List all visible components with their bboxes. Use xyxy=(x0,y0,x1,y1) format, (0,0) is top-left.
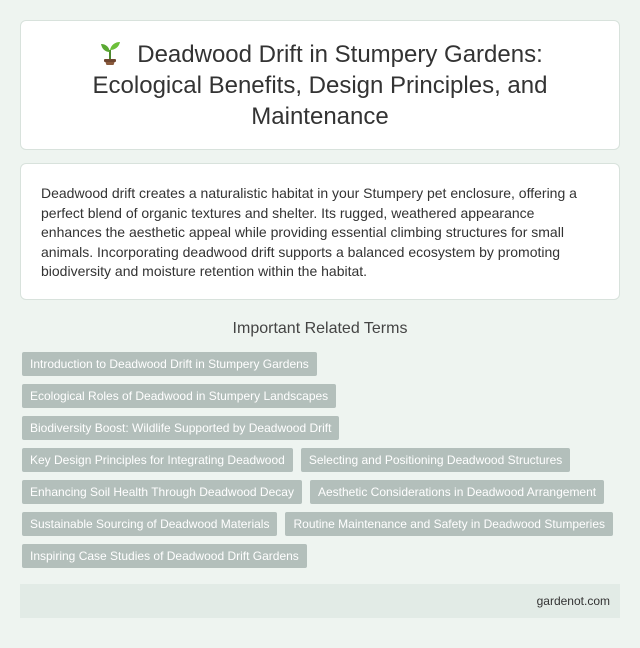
footer xyxy=(20,584,620,618)
related-term-tag[interactable]: Enhancing Soil Health Through Deadwood Decay xyxy=(22,480,302,504)
related-term-tag[interactable]: Ecological Roles of Deadwood in Stumpery Landscapes xyxy=(22,384,336,408)
related-term-tag[interactable]: Sustainable Sourcing of Deadwood Materials xyxy=(22,512,277,536)
related-term-tag[interactable]: Selecting and Positioning Deadwood Structures xyxy=(301,448,571,472)
footer-site[interactable]: gardenot.com xyxy=(536,594,610,608)
title-card xyxy=(20,20,620,150)
seedling-icon xyxy=(97,39,123,65)
related-terms-heading: Important Related Terms xyxy=(232,320,408,337)
related-term-tag[interactable]: Inspiring Case Studies of Deadwood Drift Gardens xyxy=(22,544,307,568)
page-title xyxy=(61,39,579,132)
related-term-tag[interactable]: Routine Maintenance and Safety in Deadwood Stumperies xyxy=(285,512,613,536)
related-term-tag[interactable]: Aesthetic Considerations in Deadwood Arrangement xyxy=(310,480,604,504)
description-text: Deadwood drift creates a naturalistic habitat in your Stumpery pet enclosure, offering a perfect blend of organic textures and shelter. Its rugged, weathered appearance enhances the aesthetic appeal while providing essential climbing structures for small animals. Incorporating deadwood drift supports a balanced ecosystem by promoting biodiversity and moisture retention within the habitat. xyxy=(41,185,577,279)
related-term-tag[interactable]: Key Design Principles for Integrating Deadwood xyxy=(22,448,293,472)
description-card xyxy=(20,163,620,300)
related-terms-list xyxy=(22,352,618,568)
related-term-tag[interactable]: Biodiversity Boost: Wildlife Supported by Deadwood Drift xyxy=(22,416,339,440)
related-term-tag[interactable]: Introduction to Deadwood Drift in Stumpery Gardens xyxy=(22,352,317,376)
page-title-text: Deadwood Drift in Stumpery Gardens: Ecological Benefits, Design Principles, and Maintenance xyxy=(92,40,548,130)
